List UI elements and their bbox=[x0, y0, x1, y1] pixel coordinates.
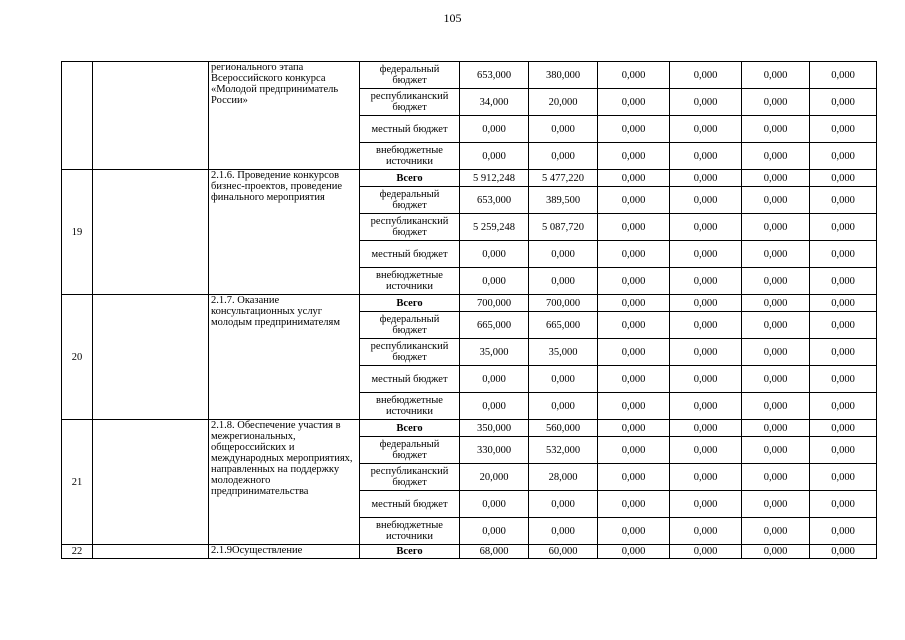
amount-cell: 0,000 bbox=[742, 143, 810, 170]
amount-cell: 0,000 bbox=[670, 116, 742, 143]
amount-cell: 68,000 bbox=[460, 545, 529, 559]
amount-cell: 665,000 bbox=[460, 312, 529, 339]
funding-source-cell: внебюджетные источники bbox=[360, 143, 460, 170]
amount-cell: 0,000 bbox=[742, 295, 810, 312]
amount-cell: 0,000 bbox=[810, 545, 877, 559]
amount-cell: 700,000 bbox=[529, 295, 598, 312]
amount-cell: 0,000 bbox=[670, 241, 742, 268]
amount-cell: 5 259,248 bbox=[460, 214, 529, 241]
amount-cell: 5 477,220 bbox=[529, 170, 598, 187]
funding-source-cell: местный бюджет bbox=[360, 491, 460, 518]
funding-source-cell: местный бюджет bbox=[360, 116, 460, 143]
row-number-cell bbox=[62, 62, 93, 170]
amount-cell: 0,000 bbox=[742, 491, 810, 518]
amount-cell: 330,000 bbox=[460, 437, 529, 464]
amount-cell: 5 912,248 bbox=[460, 170, 529, 187]
funding-source-cell: местный бюджет bbox=[360, 241, 460, 268]
amount-cell: 0,000 bbox=[742, 366, 810, 393]
amount-cell: 653,000 bbox=[460, 187, 529, 214]
amount-cell: 0,000 bbox=[670, 89, 742, 116]
amount-cell: 0,000 bbox=[742, 241, 810, 268]
amount-cell: 0,000 bbox=[810, 393, 877, 420]
amount-cell: 560,000 bbox=[529, 420, 598, 437]
amount-cell: 0,000 bbox=[598, 491, 670, 518]
funding-source-cell: внебюджетные источники bbox=[360, 393, 460, 420]
row-number-cell: 22 bbox=[62, 545, 93, 559]
amount-cell: 0,000 bbox=[670, 420, 742, 437]
funding-source-cell: Всего bbox=[360, 295, 460, 312]
amount-cell: 380,000 bbox=[529, 62, 598, 89]
row-number-cell: 21 bbox=[62, 420, 93, 545]
funding-source-cell: республиканский бюджет bbox=[360, 464, 460, 491]
table-row bbox=[62, 295, 877, 312]
amount-cell: 0,000 bbox=[742, 518, 810, 545]
amount-cell: 0,000 bbox=[810, 268, 877, 295]
funding-source-cell: Всего bbox=[360, 420, 460, 437]
empty-cell bbox=[93, 170, 209, 295]
table-row bbox=[62, 420, 877, 437]
amount-cell: 0,000 bbox=[742, 312, 810, 339]
amount-cell: 389,500 bbox=[529, 187, 598, 214]
amount-cell: 35,000 bbox=[460, 339, 529, 366]
amount-cell: 0,000 bbox=[598, 366, 670, 393]
amount-cell: 35,000 bbox=[529, 339, 598, 366]
amount-cell: 0,000 bbox=[670, 339, 742, 366]
amount-cell: 0,000 bbox=[742, 339, 810, 366]
amount-cell: 0,000 bbox=[670, 170, 742, 187]
amount-cell: 0,000 bbox=[598, 116, 670, 143]
amount-cell: 0,000 bbox=[598, 187, 670, 214]
amount-cell: 0,000 bbox=[810, 170, 877, 187]
amount-cell: 0,000 bbox=[598, 241, 670, 268]
amount-cell: 0,000 bbox=[742, 268, 810, 295]
amount-cell: 0,000 bbox=[810, 89, 877, 116]
amount-cell: 0,000 bbox=[742, 393, 810, 420]
amount-cell: 0,000 bbox=[460, 116, 529, 143]
funding-source-cell: федеральный бюджет bbox=[360, 187, 460, 214]
amount-cell: 20,000 bbox=[460, 464, 529, 491]
amount-cell: 350,000 bbox=[460, 420, 529, 437]
amount-cell: 0,000 bbox=[742, 464, 810, 491]
amount-cell: 0,000 bbox=[810, 437, 877, 464]
funding-source-cell: республиканский бюджет bbox=[360, 89, 460, 116]
amount-cell: 0,000 bbox=[598, 437, 670, 464]
amount-cell: 34,000 bbox=[460, 89, 529, 116]
amount-cell: 0,000 bbox=[810, 241, 877, 268]
amount-cell: 0,000 bbox=[670, 366, 742, 393]
table-row bbox=[62, 62, 877, 89]
amount-cell: 5 087,720 bbox=[529, 214, 598, 241]
amount-cell: 0,000 bbox=[460, 518, 529, 545]
amount-cell: 0,000 bbox=[810, 518, 877, 545]
amount-cell: 0,000 bbox=[670, 62, 742, 89]
amount-cell: 700,000 bbox=[460, 295, 529, 312]
amount-cell: 0,000 bbox=[670, 518, 742, 545]
measure-name-cell: 2.1.7. Оказание консультационных услуг молодым предпринимателям bbox=[209, 295, 360, 420]
amount-cell: 0,000 bbox=[598, 170, 670, 187]
amount-cell: 0,000 bbox=[810, 295, 877, 312]
measure-name-cell: 2.1.6. Проведение конкурсов бизнес-проектов, проведение финального мероприятия bbox=[209, 170, 360, 295]
amount-cell: 532,000 bbox=[529, 437, 598, 464]
amount-cell: 0,000 bbox=[810, 62, 877, 89]
amount-cell: 0,000 bbox=[460, 241, 529, 268]
amount-cell: 0,000 bbox=[742, 545, 810, 559]
amount-cell: 0,000 bbox=[810, 491, 877, 518]
amount-cell: 0,000 bbox=[742, 437, 810, 464]
amount-cell: 0,000 bbox=[742, 420, 810, 437]
amount-cell: 0,000 bbox=[460, 393, 529, 420]
amount-cell: 0,000 bbox=[529, 143, 598, 170]
amount-cell: 0,000 bbox=[598, 143, 670, 170]
amount-cell: 0,000 bbox=[529, 518, 598, 545]
amount-cell: 0,000 bbox=[598, 214, 670, 241]
amount-cell: 60,000 bbox=[529, 545, 598, 559]
amount-cell: 0,000 bbox=[598, 62, 670, 89]
amount-cell: 0,000 bbox=[810, 366, 877, 393]
amount-cell: 0,000 bbox=[670, 393, 742, 420]
funding-source-cell: Всего bbox=[360, 170, 460, 187]
amount-cell: 0,000 bbox=[598, 295, 670, 312]
amount-cell: 0,000 bbox=[810, 187, 877, 214]
funding-source-cell: внебюджетные источники bbox=[360, 518, 460, 545]
amount-cell: 0,000 bbox=[810, 116, 877, 143]
amount-cell: 653,000 bbox=[460, 62, 529, 89]
funding-source-cell: республиканский бюджет bbox=[360, 214, 460, 241]
amount-cell: 20,000 bbox=[529, 89, 598, 116]
amount-cell: 0,000 bbox=[598, 518, 670, 545]
amount-cell: 0,000 bbox=[670, 437, 742, 464]
empty-cell bbox=[93, 295, 209, 420]
amount-cell: 0,000 bbox=[670, 268, 742, 295]
amount-cell: 0,000 bbox=[598, 464, 670, 491]
amount-cell: 0,000 bbox=[598, 268, 670, 295]
empty-cell bbox=[93, 420, 209, 545]
amount-cell: 0,000 bbox=[529, 366, 598, 393]
row-number-cell: 19 bbox=[62, 170, 93, 295]
empty-cell bbox=[93, 62, 209, 170]
measure-name-cell: 2.1.8. Обеспечение участия в межрегиональных, общероссийских и международных мероприятиях, направленных на поддержку молодежного предпринимательства bbox=[209, 420, 360, 545]
funding-source-cell: Всего bbox=[360, 545, 460, 559]
amount-cell: 0,000 bbox=[598, 393, 670, 420]
amount-cell: 0,000 bbox=[670, 545, 742, 559]
amount-cell: 0,000 bbox=[529, 116, 598, 143]
funding-source-cell: республиканский бюджет bbox=[360, 339, 460, 366]
amount-cell: 0,000 bbox=[529, 268, 598, 295]
funding-source-cell: федеральный бюджет bbox=[360, 62, 460, 89]
funding-source-cell: внебюджетные источники bbox=[360, 268, 460, 295]
page-number: 105 bbox=[443, 11, 462, 25]
funding-source-cell: федеральный бюджет bbox=[360, 437, 460, 464]
budget-table bbox=[61, 61, 877, 559]
amount-cell: 0,000 bbox=[598, 89, 670, 116]
amount-cell: 0,000 bbox=[460, 366, 529, 393]
empty-cell bbox=[93, 545, 209, 559]
amount-cell: 665,000 bbox=[529, 312, 598, 339]
amount-cell: 0,000 bbox=[810, 420, 877, 437]
amount-cell: 0,000 bbox=[670, 187, 742, 214]
amount-cell: 0,000 bbox=[598, 312, 670, 339]
amount-cell: 0,000 bbox=[742, 187, 810, 214]
amount-cell: 0,000 bbox=[670, 143, 742, 170]
amount-cell: 0,000 bbox=[670, 491, 742, 518]
measure-name-cell: регионального этапа Всероссийского конкурса «Молодой предприниматель России» bbox=[209, 62, 360, 170]
amount-cell: 0,000 bbox=[598, 420, 670, 437]
amount-cell: 0,000 bbox=[460, 268, 529, 295]
amount-cell: 0,000 bbox=[460, 491, 529, 518]
amount-cell: 0,000 bbox=[670, 214, 742, 241]
amount-cell: 0,000 bbox=[598, 339, 670, 366]
funding-source-cell: местный бюджет bbox=[360, 366, 460, 393]
amount-cell: 0,000 bbox=[742, 214, 810, 241]
amount-cell: 0,000 bbox=[810, 143, 877, 170]
row-number-cell: 20 bbox=[62, 295, 93, 420]
amount-cell: 0,000 bbox=[742, 89, 810, 116]
table-row bbox=[62, 170, 877, 187]
funding-source-cell: федеральный бюджет bbox=[360, 312, 460, 339]
amount-cell: 0,000 bbox=[670, 295, 742, 312]
amount-cell: 0,000 bbox=[670, 464, 742, 491]
amount-cell: 0,000 bbox=[810, 339, 877, 366]
amount-cell: 0,000 bbox=[810, 214, 877, 241]
amount-cell: 0,000 bbox=[460, 143, 529, 170]
amount-cell: 0,000 bbox=[742, 116, 810, 143]
amount-cell: 28,000 bbox=[529, 464, 598, 491]
amount-cell: 0,000 bbox=[529, 241, 598, 268]
amount-cell: 0,000 bbox=[742, 170, 810, 187]
amount-cell: 0,000 bbox=[670, 312, 742, 339]
amount-cell: 0,000 bbox=[598, 545, 670, 559]
amount-cell: 0,000 bbox=[742, 62, 810, 89]
amount-cell: 0,000 bbox=[810, 464, 877, 491]
table-row bbox=[62, 545, 877, 559]
amount-cell: 0,000 bbox=[810, 312, 877, 339]
amount-cell: 0,000 bbox=[529, 491, 598, 518]
measure-name-cell: 2.1.9Осуществление bbox=[209, 545, 360, 559]
amount-cell: 0,000 bbox=[529, 393, 598, 420]
